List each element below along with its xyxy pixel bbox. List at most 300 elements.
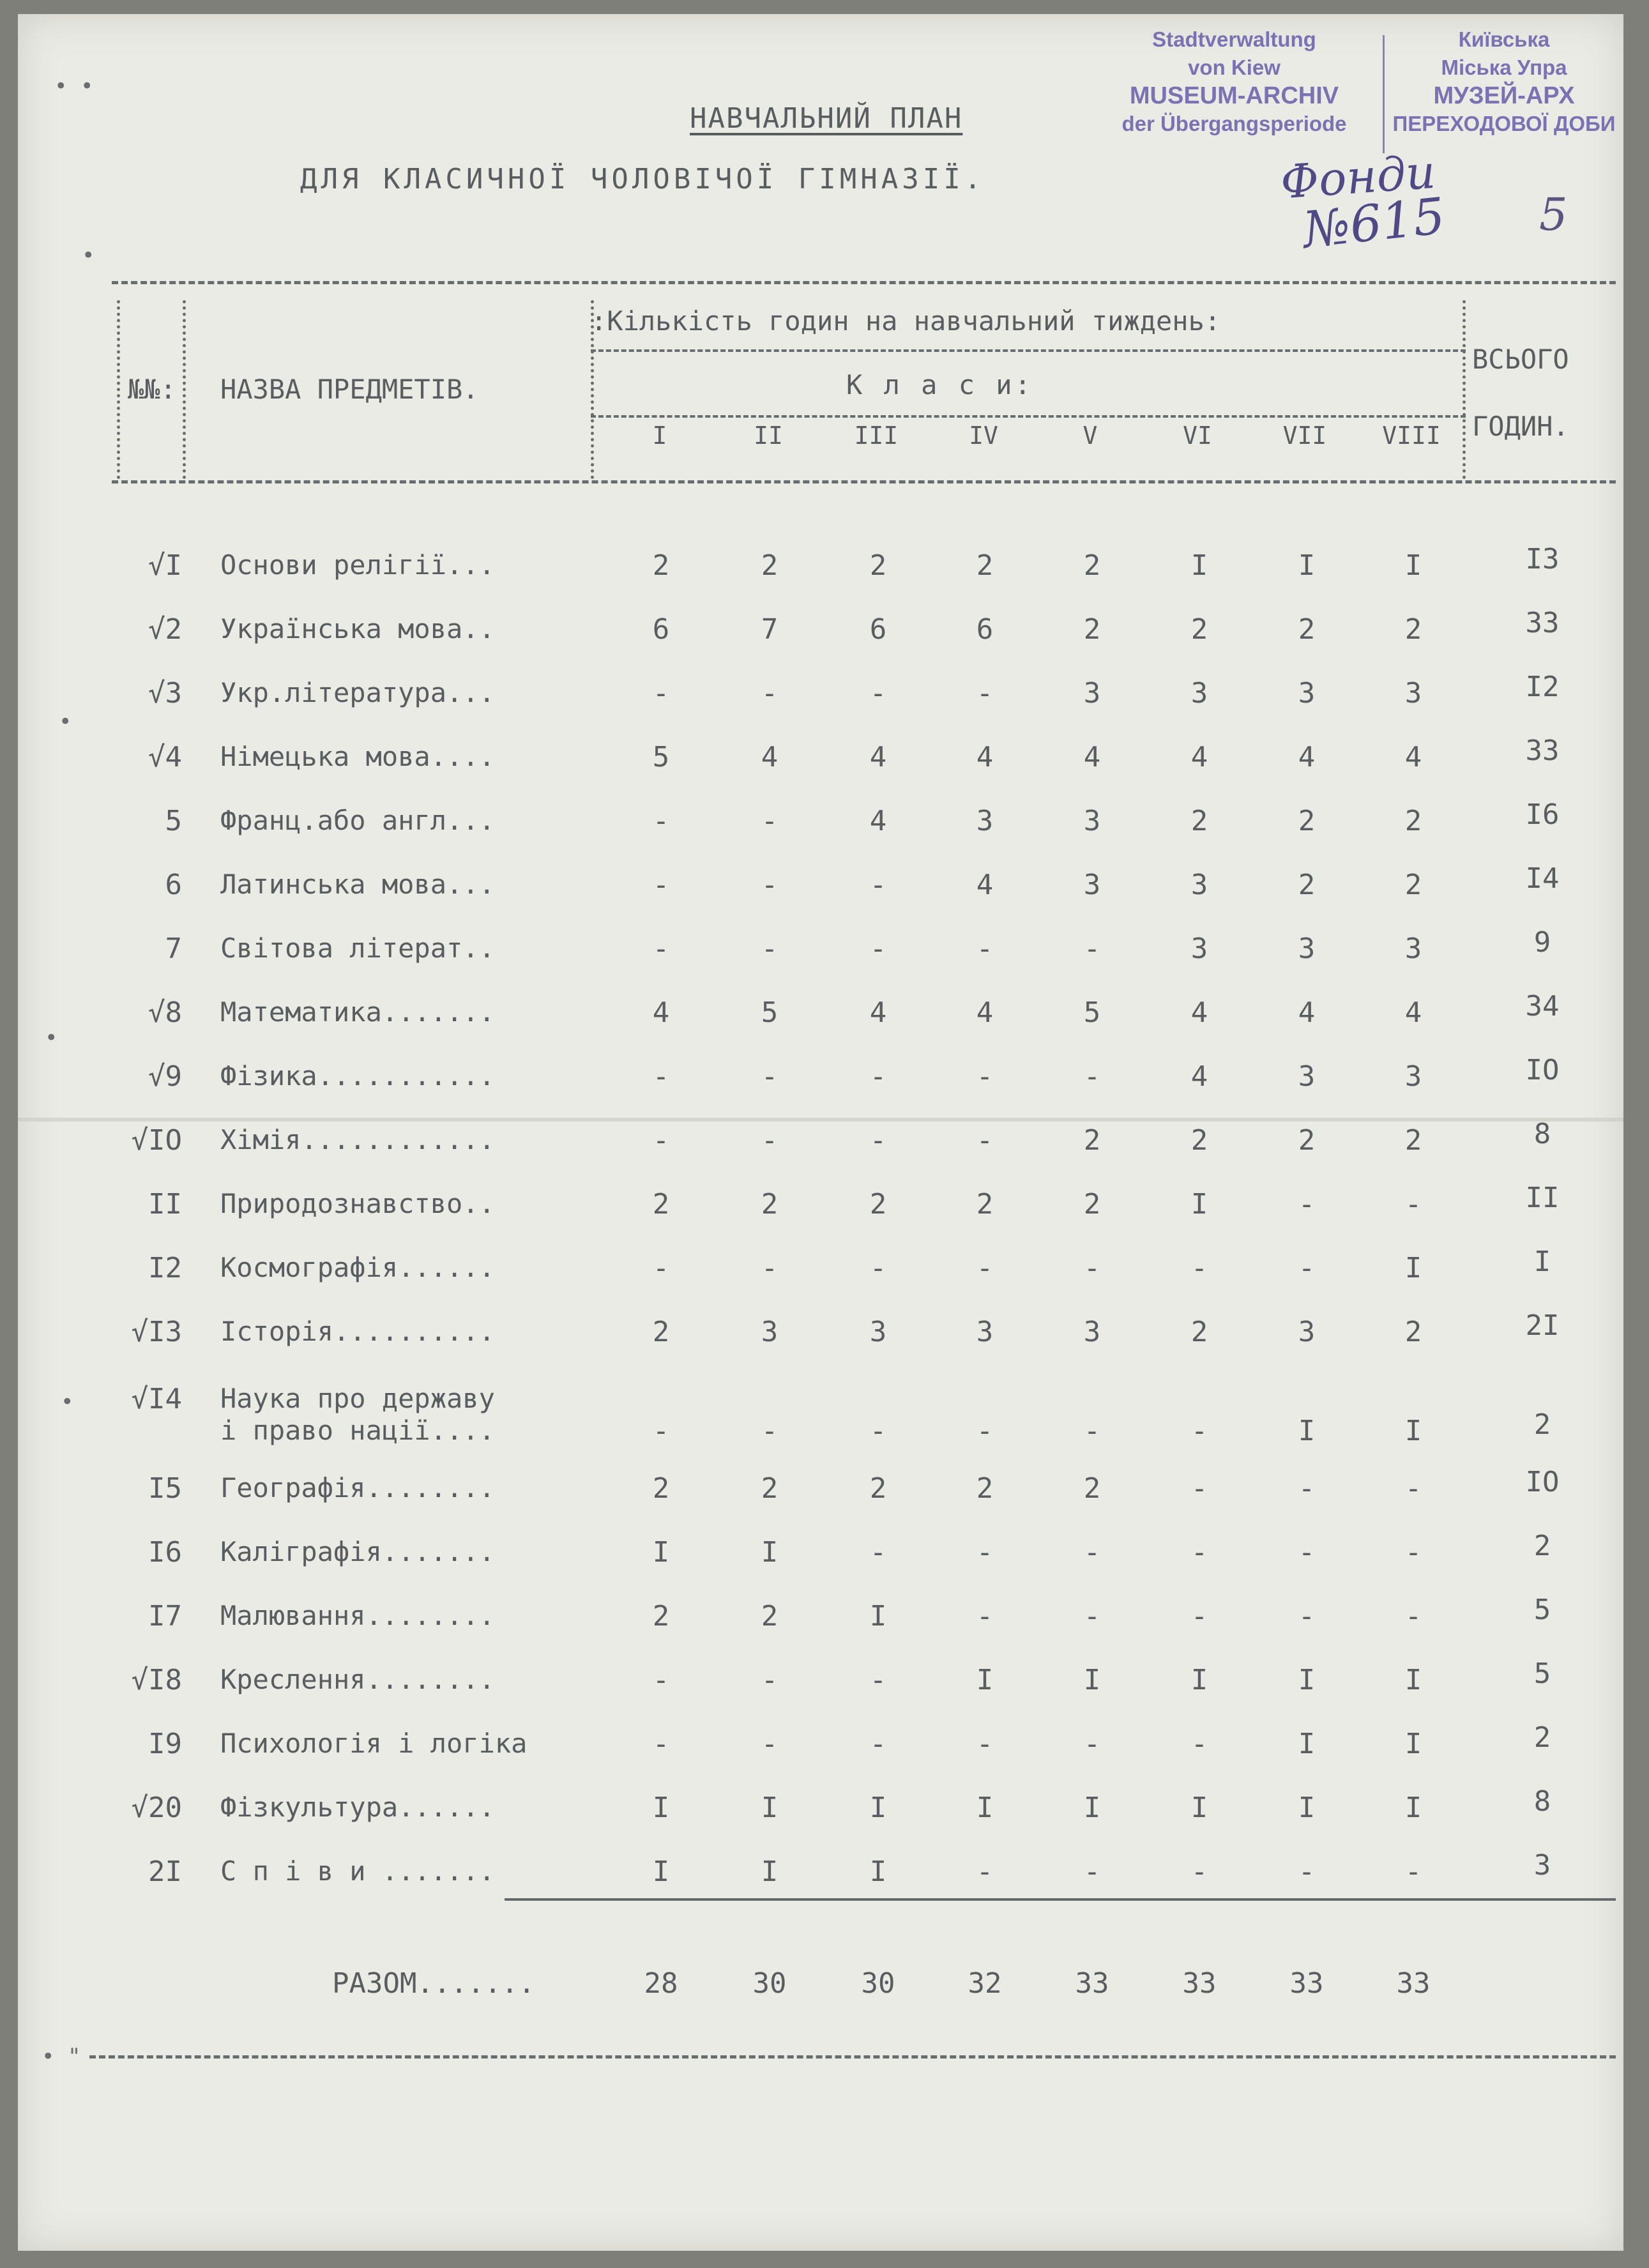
hours-cell: 2 (869, 1188, 887, 1221)
row-number: √8 (148, 996, 182, 1029)
class-header-6: VI (1183, 422, 1212, 450)
table-row (0, 1785, 1649, 1849)
subject-name: Основи релігії... (220, 549, 495, 581)
margin-mark: • (45, 1025, 58, 1051)
handwritten-fondy: Фонди (1279, 144, 1438, 209)
classes-rule (591, 415, 1466, 418)
document-subtitle: ДЛЯ КЛАСИЧНОЇ ЧОЛОВІЧОЇ ГІМНАЗІЇ. (300, 163, 985, 195)
header-vline-left (117, 300, 120, 479)
row-total: II (1525, 1182, 1560, 1214)
row-total: 5 (1533, 1594, 1551, 1626)
class-header-2: II (754, 422, 783, 450)
row-total: 33 (1525, 607, 1560, 639)
hours-cell: 2 (1190, 1124, 1208, 1157)
stamp-line: Stadtverwaltung (1152, 27, 1316, 51)
hours-cell: 4 (976, 741, 994, 773)
total-cell: 33 (1182, 1967, 1217, 2000)
hours-cell: 2 (761, 1472, 779, 1505)
row-total: IO (1525, 1054, 1560, 1086)
subject-name: Світова літерат.. (220, 932, 495, 964)
hours-cell: - (652, 1415, 670, 1447)
table-row (0, 798, 1649, 862)
row-total: 2 (1533, 1530, 1551, 1562)
subject-name: Наука про державу і право нації.... (220, 1383, 495, 1446)
hours-cell: 2 (1083, 1124, 1101, 1157)
hours-cell: I (761, 1855, 779, 1888)
hours-cell: I (976, 1792, 994, 1824)
hours-cell: - (652, 869, 670, 901)
hours-cell: - (1404, 1472, 1422, 1505)
row-total: 34 (1525, 990, 1560, 1023)
hours-cell: 7 (761, 613, 779, 646)
hours-cell: 2 (1083, 1472, 1101, 1505)
hours-cell: I (1083, 1792, 1101, 1824)
hours-cell: - (761, 869, 779, 901)
hours-cell: 2 (976, 1188, 994, 1221)
row-number: I5 (148, 1472, 182, 1505)
hours-cell: - (869, 1415, 887, 1447)
hours-cell: - (761, 932, 779, 965)
header-number: №№: (128, 374, 176, 405)
page-fold (18, 1118, 1623, 1122)
hours-cell: 6 (652, 613, 670, 646)
hours-cell: 2 (652, 1188, 670, 1221)
hours-cell: 2 (652, 1600, 670, 1633)
hours-cell: I (869, 1855, 887, 1888)
hours-cell: - (1190, 1472, 1208, 1505)
hours-cell: - (1190, 1600, 1208, 1633)
row-total: 8 (1533, 1118, 1551, 1150)
hours-cell: I (1404, 1415, 1422, 1447)
hours-cell: 2 (652, 549, 670, 582)
hours-cell: 2 (1083, 549, 1101, 582)
hours-cell: - (869, 869, 887, 901)
table-row (0, 1118, 1649, 1182)
hours-cell: 3 (761, 1316, 779, 1348)
hours-cell: - (761, 1415, 779, 1447)
handwritten-number: №615 (1300, 187, 1448, 260)
subject-name: Креслення........ (220, 1664, 495, 1695)
hours-cell: 3 (1190, 932, 1208, 965)
hours-cell: I (1404, 1792, 1422, 1824)
hours-cell: 2 (869, 1472, 887, 1505)
class-header-7: VII (1282, 422, 1327, 450)
class-header-1: I (652, 422, 667, 450)
table-row (0, 1849, 1649, 1913)
hours-cell: 2 (1404, 869, 1422, 901)
hours-cell: 2 (652, 1316, 670, 1348)
hours-cell: 5 (652, 741, 670, 773)
hours-cell: I (761, 1536, 779, 1569)
hours-cell: I (652, 1536, 670, 1569)
hours-cell: - (869, 1728, 887, 1760)
hours-cell: 2 (1404, 613, 1422, 646)
hours-rule (591, 349, 1466, 352)
hours-cell: - (1298, 1188, 1316, 1221)
hours-cell: 2 (1404, 1316, 1422, 1348)
table-row (0, 1721, 1649, 1785)
hours-cell: 5 (761, 996, 779, 1029)
header-subject: НАЗВА ПРЕДМЕТІВ. (220, 374, 479, 405)
hours-cell: I (1404, 1728, 1422, 1760)
table-row (0, 1383, 1649, 1447)
margin-mark: • • (54, 73, 94, 99)
margin-mark: • " (42, 2044, 81, 2069)
row-total: 2I (1525, 1309, 1560, 1342)
hours-cell: I (1298, 549, 1316, 582)
row-number: √I8 (131, 1664, 182, 1696)
hours-cell: 2 (869, 549, 887, 582)
hours-cell: 4 (652, 996, 670, 1029)
row-total: I3 (1525, 543, 1560, 575)
subject-name: Українська мова.. (220, 613, 495, 644)
hours-cell: I (1298, 1792, 1316, 1824)
hours-cell: 2 (1083, 1188, 1101, 1221)
row-number: I2 (148, 1252, 182, 1284)
hours-cell: 4 (1298, 996, 1316, 1029)
stamp-divider (1383, 35, 1385, 153)
table-row (0, 1657, 1649, 1721)
row-total: I4 (1525, 862, 1560, 895)
subject-name: Хімія............ (220, 1124, 495, 1155)
subject-name: Каліграфія....... (220, 1536, 495, 1567)
class-header-8: VIII (1382, 422, 1441, 450)
hours-cell: - (761, 1252, 779, 1284)
row-number: I6 (148, 1536, 182, 1569)
hours-cell: 4 (1190, 741, 1208, 773)
hours-cell: 3 (1298, 677, 1316, 710)
hours-cell: - (1083, 1060, 1101, 1093)
row-total: 5 (1533, 1657, 1551, 1690)
table-row (0, 1182, 1649, 1245)
hours-cell: 3 (1190, 677, 1208, 710)
header-total: ВСЬОГО ГОДИН. (1472, 344, 1569, 442)
hours-cell: 4 (761, 741, 779, 773)
row-number: √20 (131, 1792, 182, 1824)
hours-cell: - (1298, 1252, 1316, 1284)
hours-cell: - (1298, 1536, 1316, 1569)
hours-cell: - (1190, 1855, 1208, 1888)
stamp-line: MUSEUM-ARCHIV (1129, 82, 1339, 109)
hours-cell: - (761, 1060, 779, 1093)
margin-mark: • (61, 1389, 74, 1415)
table-row (0, 1466, 1649, 1530)
row-number: II (148, 1188, 182, 1221)
hours-cell: 2 (761, 1188, 779, 1221)
hours-cell: 4 (1298, 741, 1316, 773)
row-total: I (1533, 1245, 1551, 1278)
subject-name: Географія........ (220, 1472, 495, 1503)
hours-cell: 6 (976, 613, 994, 646)
hours-cell: 4 (976, 869, 994, 901)
table-row (0, 1309, 1649, 1373)
hours-cell: - (1190, 1252, 1208, 1284)
hours-cell: 3 (976, 1316, 994, 1348)
hours-cell: - (869, 677, 887, 710)
row-total: 2 (1533, 1721, 1551, 1754)
hours-cell: - (1404, 1536, 1422, 1569)
hours-cell: - (976, 1855, 994, 1888)
hours-cell: I (1083, 1664, 1101, 1696)
hours-cell: 3 (1404, 677, 1422, 710)
hours-cell: 2 (1404, 805, 1422, 837)
hours-cell: 2 (1298, 805, 1316, 837)
row-total: I2 (1525, 671, 1560, 703)
table-row (0, 671, 1649, 734)
hours-cell: I (1298, 1664, 1316, 1696)
table-row (0, 1245, 1649, 1309)
hours-cell: - (976, 1415, 994, 1447)
row-total: 9 (1533, 926, 1551, 959)
table-end-rule (505, 1898, 1616, 1901)
hours-cell: 3 (1404, 932, 1422, 965)
hours-cell: - (869, 932, 887, 965)
table-row (0, 990, 1649, 1054)
hours-cell: - (652, 1664, 670, 1696)
hours-cell: - (1298, 1855, 1316, 1888)
table-row (0, 734, 1649, 798)
hours-cell: 4 (869, 741, 887, 773)
hours-cell: - (1083, 1415, 1101, 1447)
hours-cell: 4 (869, 805, 887, 837)
totals-label: РАЗОМ....... (332, 1967, 535, 2000)
header-hours: :Кількість годин на навчальний тиждень: (591, 305, 1221, 337)
hours-cell: - (1083, 1252, 1101, 1284)
subject-name: Франц.або англ... (220, 805, 495, 836)
hours-cell: I (1190, 1188, 1208, 1221)
hours-cell: I (1190, 1664, 1208, 1696)
row-total: I6 (1525, 798, 1560, 831)
handwritten-page: 5 (1539, 188, 1568, 241)
table-row (0, 862, 1649, 926)
hours-cell: 2 (1190, 1316, 1208, 1348)
row-number: I7 (148, 1600, 182, 1633)
hours-cell: 4 (1190, 996, 1208, 1029)
hours-cell: - (976, 1536, 994, 1569)
hours-cell: - (652, 1060, 670, 1093)
class-header-4: IV (969, 422, 998, 450)
hours-cell: - (1404, 1600, 1422, 1633)
hours-cell: 2 (1404, 1124, 1422, 1157)
stamp-line: Міська Упра (1441, 56, 1567, 79)
hours-cell: 3 (976, 805, 994, 837)
hours-cell: 3 (1083, 869, 1101, 901)
row-number: √9 (148, 1060, 182, 1093)
archive-stamp (1089, 26, 1619, 163)
hours-cell: - (652, 1252, 670, 1284)
hours-cell: I (869, 1600, 887, 1633)
header-vline-total (1463, 300, 1466, 479)
hours-cell: 4 (1190, 1060, 1208, 1093)
row-number: √2 (148, 613, 182, 646)
hours-cell: 3 (1083, 1316, 1101, 1348)
hours-cell: I (1404, 1252, 1422, 1284)
margin-mark: • (59, 709, 72, 734)
class-header-5: V (1083, 422, 1098, 450)
table-row (0, 607, 1649, 671)
footer-rule (89, 2055, 1616, 2059)
hours-cell: I (976, 1664, 994, 1696)
hours-cell: I (652, 1855, 670, 1888)
hours-cell: 4 (1404, 996, 1422, 1029)
hours-cell: - (976, 677, 994, 710)
subject-name: Психологія і логіка (220, 1728, 528, 1759)
document-title: НАВЧАЛЬНИЙ ПЛАН (690, 102, 963, 135)
hours-cell: - (1190, 1536, 1208, 1569)
stamp-line: der Übergangsperiode (1121, 112, 1347, 135)
header-top-rule (112, 281, 1616, 284)
hours-cell: - (652, 1728, 670, 1760)
hours-cell: I (1190, 1792, 1208, 1824)
subject-name: Фізика........... (220, 1060, 495, 1092)
stamp-line: МУЗЕЙ-АРХ (1433, 82, 1575, 109)
hours-cell: 2 (1083, 613, 1101, 646)
header-vline-no (183, 300, 186, 479)
hours-cell: - (761, 1664, 779, 1696)
hours-cell: 3 (1190, 869, 1208, 901)
hours-cell: I (1298, 1728, 1316, 1760)
stamp-line: Київська (1458, 27, 1550, 51)
total-cell: 33 (1289, 1967, 1324, 2000)
hours-cell: - (652, 805, 670, 837)
class-header-3: III (854, 422, 899, 450)
hours-cell: I (652, 1792, 670, 1824)
hours-cell: - (869, 1060, 887, 1093)
subject-name: Космографія...... (220, 1252, 495, 1283)
hours-cell: - (761, 1728, 779, 1760)
total-cell: 33 (1075, 1967, 1109, 2000)
stamp-line: von Kiew (1188, 56, 1280, 79)
hours-cell: - (1083, 1728, 1101, 1760)
hours-cell: - (869, 1252, 887, 1284)
table-row (0, 926, 1649, 990)
row-number: √4 (148, 741, 182, 773)
hours-cell: I (1298, 1415, 1316, 1447)
total-cell: 30 (861, 1967, 895, 2000)
hours-cell: - (761, 805, 779, 837)
hours-cell: 3 (869, 1316, 887, 1348)
stamp-ukrainian (1389, 26, 1619, 138)
hours-cell: - (761, 1124, 779, 1157)
row-total: 3 (1533, 1849, 1551, 1882)
table-row (0, 543, 1649, 607)
hours-cell: - (869, 1124, 887, 1157)
hours-cell: - (652, 1124, 670, 1157)
hours-cell: 4 (1083, 741, 1101, 773)
row-total: 2 (1533, 1408, 1551, 1441)
subject-name: Природознавство.. (220, 1188, 495, 1219)
stamp-german (1089, 26, 1379, 138)
hours-cell: I (1190, 549, 1208, 582)
hours-cell: 3 (1404, 1060, 1422, 1093)
subject-name: Латинська мова... (220, 869, 495, 900)
hours-cell: 6 (869, 613, 887, 646)
hours-cell: - (1404, 1188, 1422, 1221)
row-number: √3 (148, 677, 182, 710)
subject-name: Малювання........ (220, 1600, 495, 1631)
hours-cell: - (869, 1536, 887, 1569)
row-number: 5 (165, 805, 182, 837)
hours-cell: - (652, 677, 670, 710)
header-classes: К л а с и: (846, 369, 1033, 400)
subject-name: Німецька мова.... (220, 741, 495, 772)
hours-cell: 4 (869, 996, 887, 1029)
hours-cell: I (1404, 1664, 1422, 1696)
row-number: I9 (148, 1728, 182, 1760)
hours-cell: I (761, 1792, 779, 1824)
hours-cell: 4 (1404, 741, 1422, 773)
hours-cell: 2 (1298, 869, 1316, 901)
hours-cell: - (869, 1664, 887, 1696)
hours-cell: I (1404, 549, 1422, 582)
hours-cell: - (761, 677, 779, 710)
hours-cell: - (976, 1060, 994, 1093)
row-total: 8 (1533, 1785, 1551, 1818)
hours-cell: - (1404, 1855, 1422, 1888)
hours-cell: - (976, 1252, 994, 1284)
hours-cell: - (652, 932, 670, 965)
hours-cell: 3 (1298, 932, 1316, 965)
hours-cell: - (976, 1124, 994, 1157)
total-cell: 32 (968, 1967, 1002, 2000)
row-number: √IO (131, 1124, 182, 1157)
hours-cell: - (976, 932, 994, 965)
hours-cell: 2 (761, 1600, 779, 1633)
hours-cell: 3 (1083, 805, 1101, 837)
row-number: √I3 (131, 1316, 182, 1348)
hours-cell: - (976, 1728, 994, 1760)
subject-name: С п і в и ....... (220, 1855, 495, 1887)
margin-mark: • (82, 243, 95, 268)
subject-name: Фізкультура...... (220, 1792, 495, 1823)
table-row (0, 1594, 1649, 1657)
hours-cell: 2 (761, 549, 779, 582)
row-number: 2I (148, 1855, 182, 1888)
total-cell: 33 (1396, 1967, 1431, 2000)
hours-cell: - (976, 1600, 994, 1633)
subject-name: Укр.література... (220, 677, 495, 708)
hours-cell: - (1083, 1536, 1101, 1569)
subject-name: Математика....... (220, 996, 495, 1028)
hours-cell: 2 (976, 1472, 994, 1505)
hours-cell: 2 (1298, 1124, 1316, 1157)
hours-cell: 2 (976, 549, 994, 582)
hours-cell: 5 (1083, 996, 1101, 1029)
hours-cell: - (1298, 1472, 1316, 1505)
hours-cell: 3 (1298, 1060, 1316, 1093)
hours-cell: 2 (1298, 613, 1316, 646)
subject-name: Історія.......... (220, 1316, 495, 1347)
table-row (0, 1530, 1649, 1594)
hours-cell: - (1190, 1728, 1208, 1760)
hours-cell: 3 (1083, 677, 1101, 710)
row-total: 33 (1525, 734, 1560, 767)
hours-cell: 3 (1298, 1316, 1316, 1348)
table-row (0, 1054, 1649, 1118)
hours-cell: I (869, 1792, 887, 1824)
hours-cell: - (1190, 1415, 1208, 1447)
hours-cell: - (1083, 1600, 1101, 1633)
total-cell: 28 (644, 1967, 678, 2000)
row-total: IO (1525, 1466, 1560, 1498)
hours-cell: 2 (1190, 613, 1208, 646)
row-number: √I (148, 549, 182, 582)
hours-cell: - (1083, 1855, 1101, 1888)
hours-cell: 2 (1190, 805, 1208, 837)
row-number: 6 (165, 869, 182, 901)
hours-cell: 2 (652, 1472, 670, 1505)
row-number: 7 (165, 932, 182, 965)
